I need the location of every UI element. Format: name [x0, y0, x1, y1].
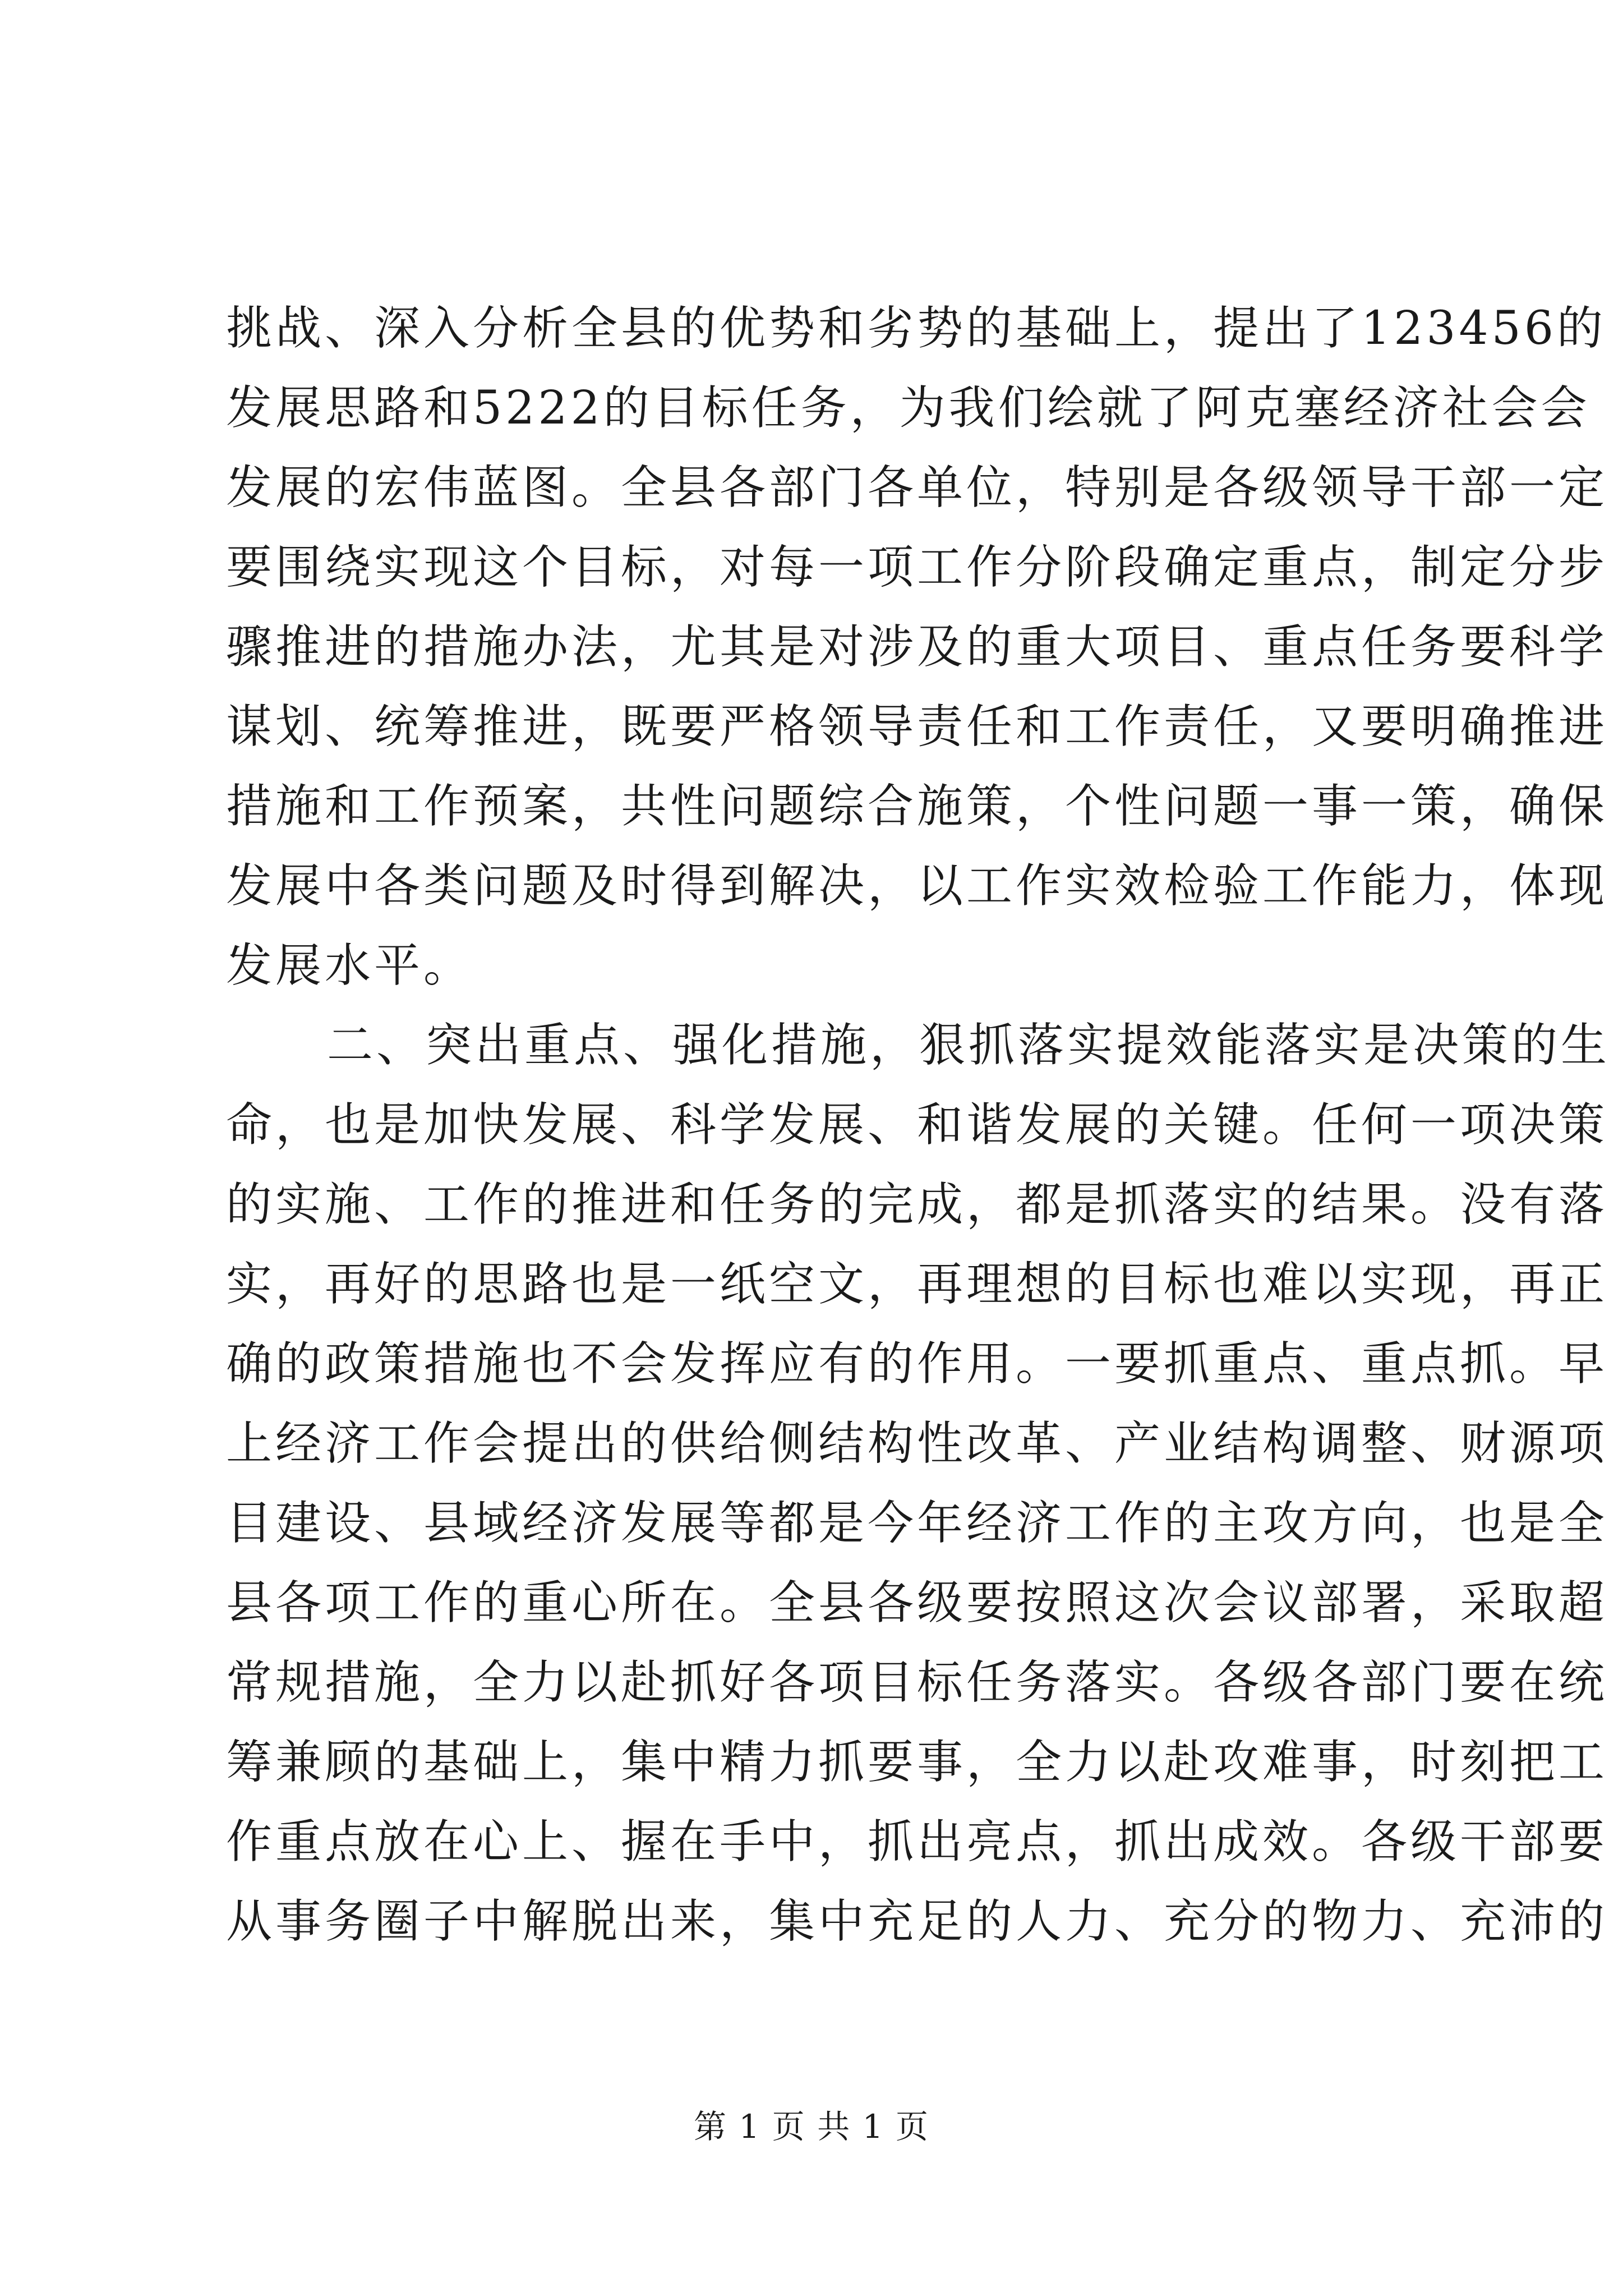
text-line: 发展中各类问题及时得到解决，以工作实效检验工作能力，体现 [226, 859, 1608, 913]
text-line: 谋划、统筹推进，既要严格领导责任和工作责任，又要明确推进 [226, 700, 1608, 753]
text-line: 要围绕实现这个目标，对每一项工作分阶段确定重点，制定分步 [226, 541, 1608, 594]
text-line: 发展思路和5222的目标任务，为我们绘就了阿克塞经济社会会 [226, 381, 1590, 435]
text-line: 挑战、深入分析全县的优势和劣势的基础上，提出了123456的 [226, 302, 1607, 355]
text-line: 筹兼顾的基础上，集中精力抓要事，全力以赴攻难事，时刻把工 [226, 1736, 1608, 1789]
page-footer [0, 2100, 1623, 2147]
page-number-label: 第 1 页 共 1 页 [694, 2108, 929, 2146]
text-line: 上经济工作会提出的供给侧结构性改革、产业结构调整、财源项 [226, 1417, 1608, 1470]
text-line: 发展水平。 [226, 939, 473, 992]
text-line: 实，再好的思路也是一纸空文，再理想的目标也难以实现，再正 [226, 1258, 1608, 1311]
text-line: 从事务圈子中解脱出来，集中充足的人力、充分的物力、充沛的 [226, 1895, 1608, 1948]
text-line: 目建设、县域经济发展等都是今年经济工作的主攻方向，也是全 [226, 1497, 1608, 1550]
text-line: 确的政策措施也不会发挥应有的作用。一要抓重点、重点抓。早 [226, 1337, 1608, 1391]
text-line: 发展的宏伟蓝图。全县各部门各单位，特别是各级领导干部一定 [226, 461, 1608, 514]
text-line: 的实施、工作的推进和任务的完成，都是抓落实的结果。没有落 [226, 1178, 1608, 1231]
text-line: 作重点放在心上、握在手中，抓出亮点，抓出成效。各级干部要 [226, 1815, 1608, 1869]
text-line: 骤推进的措施办法，尤其是对涉及的重大项目、重点任务要科学 [226, 620, 1608, 674]
text-line: 县各项工作的重心所在。全县各级要按照这次会议部署，采取超 [226, 1576, 1608, 1630]
paragraph-heading-line: 二、突出重点、强化措施，狠抓落实提效能落实是决策的生 [327, 1019, 1611, 1072]
text-line: 措施和工作预案，共性问题综合施策，个性问题一事一策，确保 [226, 780, 1608, 833]
text-line: 常规措施，全力以赴抓好各项目标任务落实。各级各部门要在统 [226, 1656, 1608, 1709]
text-line: 命，也是加快发展、科学发展、和谐发展的关键。任何一项决策 [226, 1098, 1608, 1152]
document-body [226, 289, 1611, 1962]
